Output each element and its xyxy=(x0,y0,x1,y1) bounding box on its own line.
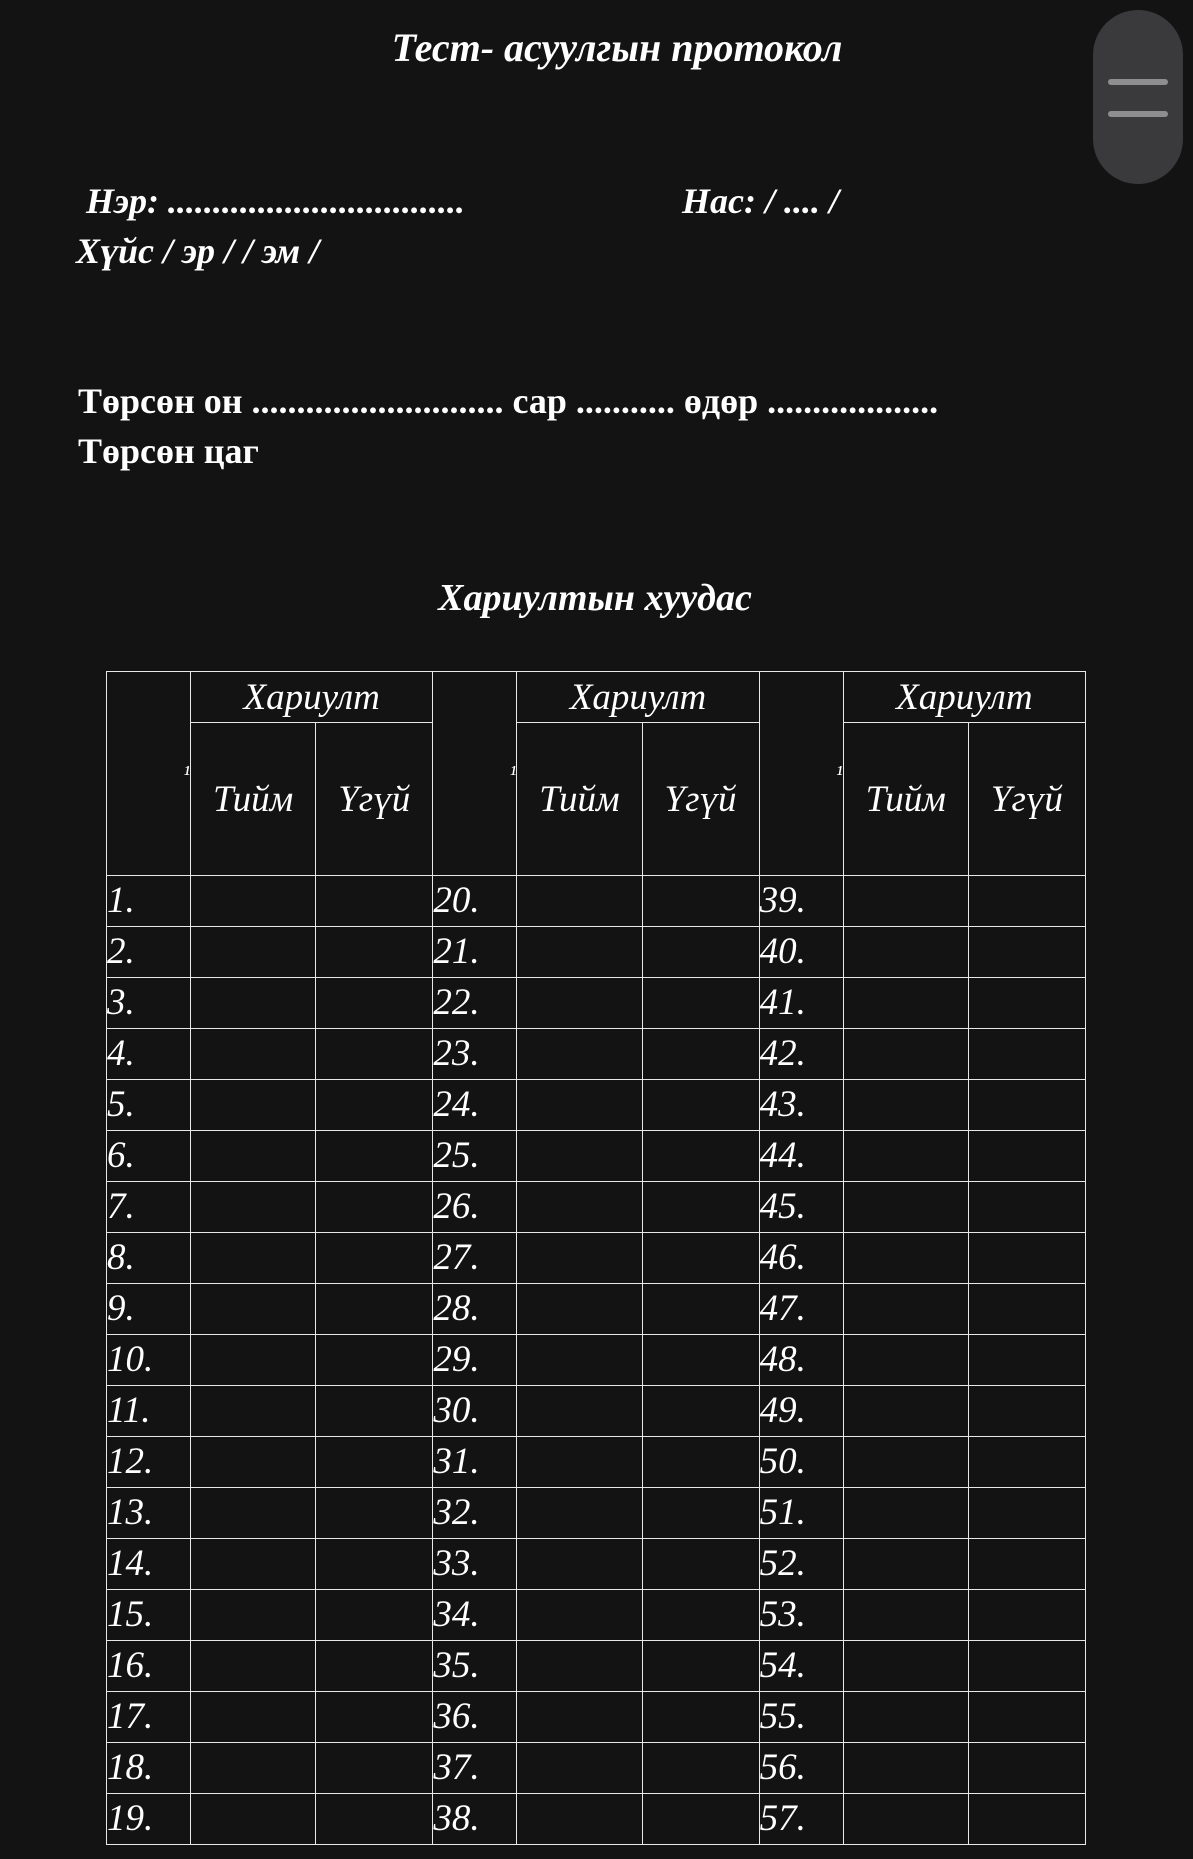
yes-answer-cell[interactable] xyxy=(517,927,642,978)
question-number: 48. xyxy=(759,1335,843,1386)
yes-answer-cell[interactable] xyxy=(517,1335,642,1386)
question-number: 5. xyxy=(107,1080,191,1131)
question-number: 20. xyxy=(433,876,517,927)
no-answer-cell[interactable] xyxy=(642,1080,759,1131)
yes-answer-cell[interactable] xyxy=(517,1743,642,1794)
hamburger-menu-icon xyxy=(1108,111,1168,117)
no-answer-cell[interactable] xyxy=(968,1182,1085,1233)
no-header: Үгүй xyxy=(316,723,433,876)
no-answer-cell[interactable] xyxy=(642,1386,759,1437)
question-number: 52. xyxy=(759,1539,843,1590)
no-answer-cell[interactable] xyxy=(642,1692,759,1743)
yes-answer-cell[interactable] xyxy=(191,1794,316,1845)
question-number: 2. xyxy=(107,927,191,978)
yes-answer-cell[interactable] xyxy=(517,1080,642,1131)
table-row xyxy=(107,1692,1086,1743)
question-number: 24. xyxy=(433,1080,517,1131)
no-answer-cell[interactable] xyxy=(642,1131,759,1182)
no-answer-cell[interactable] xyxy=(968,1029,1085,1080)
table-row xyxy=(107,1488,1086,1539)
question-number: 46. xyxy=(759,1233,843,1284)
table-row xyxy=(107,1335,1086,1386)
question-number: 32. xyxy=(433,1488,517,1539)
question-number: 27. xyxy=(433,1233,517,1284)
no-answer-cell[interactable] xyxy=(968,1284,1085,1335)
yes-answer-cell[interactable] xyxy=(517,1029,642,1080)
question-number: 50. xyxy=(759,1437,843,1488)
no-answer-cell[interactable] xyxy=(968,1080,1085,1131)
yes-answer-cell[interactable] xyxy=(843,1590,968,1641)
no-answer-cell[interactable] xyxy=(642,1590,759,1641)
birth-date-line: Төрсөн он ............................ сар ........... өдөр ................... xyxy=(78,381,939,421)
no-answer-cell[interactable] xyxy=(642,927,759,978)
no-answer-cell[interactable] xyxy=(968,1386,1085,1437)
no-answer-cell[interactable] xyxy=(642,978,759,1029)
table-row xyxy=(107,876,1086,927)
table-row xyxy=(107,1437,1086,1488)
question-number: 15. xyxy=(107,1590,191,1641)
question-number: 9. xyxy=(107,1284,191,1335)
birth-time-line: Төрсөн цаг xyxy=(78,431,259,471)
question-number: 6. xyxy=(107,1131,191,1182)
no-answer-cell[interactable] xyxy=(642,1029,759,1080)
question-number: 35. xyxy=(433,1641,517,1692)
yes-answer-cell[interactable] xyxy=(843,1539,968,1590)
no-answer-cell[interactable] xyxy=(316,978,433,1029)
yes-answer-cell[interactable] xyxy=(517,1284,642,1335)
no-answer-cell[interactable] xyxy=(316,1641,433,1692)
question-number: 1. xyxy=(107,876,191,927)
answer-header: Хариулт xyxy=(843,672,1085,723)
no-answer-cell[interactable] xyxy=(642,1539,759,1590)
yes-answer-cell[interactable] xyxy=(191,978,316,1029)
page-title: Тест- асуулгын протокол xyxy=(391,25,843,70)
table-row xyxy=(107,1131,1086,1182)
yes-answer-cell[interactable] xyxy=(191,1590,316,1641)
yes-answer-cell[interactable] xyxy=(517,1539,642,1590)
yes-answer-cell[interactable] xyxy=(843,927,968,978)
no-answer-cell[interactable] xyxy=(316,1233,433,1284)
table-row xyxy=(107,1080,1086,1131)
table-row xyxy=(107,1284,1086,1335)
yes-answer-cell[interactable] xyxy=(843,1692,968,1743)
no-answer-cell[interactable] xyxy=(968,876,1085,927)
age-field-line: Нас: / .... / xyxy=(682,181,839,221)
no-answer-cell[interactable] xyxy=(642,1743,759,1794)
question-number: 29. xyxy=(433,1335,517,1386)
yes-answer-cell[interactable] xyxy=(517,1641,642,1692)
yes-answer-cell[interactable] xyxy=(843,1233,968,1284)
question-number: 49. xyxy=(759,1386,843,1437)
yes-answer-cell[interactable] xyxy=(191,1488,316,1539)
question-number: 23. xyxy=(433,1029,517,1080)
question-number: 45. xyxy=(759,1182,843,1233)
yes-answer-cell[interactable] xyxy=(191,927,316,978)
yes-answer-cell[interactable] xyxy=(517,1131,642,1182)
no-answer-cell[interactable] xyxy=(642,1437,759,1488)
no-header: Үгүй xyxy=(968,723,1085,876)
table-row xyxy=(107,1539,1086,1590)
question-number: 41. xyxy=(759,978,843,1029)
name-field-line: Нэр: ................................. xyxy=(86,181,465,221)
question-number: 7. xyxy=(107,1182,191,1233)
yes-answer-cell[interactable] xyxy=(191,1437,316,1488)
yes-header: Тийм xyxy=(517,723,642,876)
table-row xyxy=(107,1029,1086,1080)
no-answer-cell[interactable] xyxy=(642,876,759,927)
question-number: 14. xyxy=(107,1539,191,1590)
question-number: 47. xyxy=(759,1284,843,1335)
question-number: 11. xyxy=(107,1386,191,1437)
question-number: 31. xyxy=(433,1437,517,1488)
no-answer-cell[interactable] xyxy=(642,1284,759,1335)
yes-answer-cell[interactable] xyxy=(843,876,968,927)
question-number: 12. xyxy=(107,1437,191,1488)
table-row xyxy=(107,927,1086,978)
question-number: 56. xyxy=(759,1743,843,1794)
yes-answer-cell[interactable] xyxy=(843,1794,968,1845)
table-row xyxy=(107,1233,1086,1284)
yes-answer-cell[interactable] xyxy=(191,1692,316,1743)
question-number: 51. xyxy=(759,1488,843,1539)
table-row xyxy=(107,1386,1086,1437)
no-answer-cell[interactable] xyxy=(642,1641,759,1692)
table-row xyxy=(107,978,1086,1029)
yes-answer-cell[interactable] xyxy=(191,1233,316,1284)
yes-answer-cell[interactable] xyxy=(843,1386,968,1437)
question-number: 34. xyxy=(433,1590,517,1641)
yes-answer-cell[interactable] xyxy=(191,1080,316,1131)
no-answer-cell[interactable] xyxy=(316,1080,433,1131)
answer-table xyxy=(106,671,1086,1845)
table-row xyxy=(107,1743,1086,1794)
yes-answer-cell[interactable] xyxy=(191,1641,316,1692)
question-number: 53. xyxy=(759,1590,843,1641)
question-number: 57. xyxy=(759,1794,843,1845)
question-number: 36. xyxy=(433,1692,517,1743)
yes-answer-cell[interactable] xyxy=(843,1641,968,1692)
yes-answer-cell[interactable] xyxy=(517,876,642,927)
answer-header: Хариулт xyxy=(191,672,433,723)
table-row xyxy=(107,1794,1086,1845)
yes-answer-cell[interactable] xyxy=(843,978,968,1029)
question-number: 25. xyxy=(433,1131,517,1182)
question-number: 21. xyxy=(433,927,517,978)
yes-answer-cell[interactable] xyxy=(517,1488,642,1539)
no-answer-cell[interactable] xyxy=(642,1794,759,1845)
question-number: 22. xyxy=(433,978,517,1029)
yes-answer-cell[interactable] xyxy=(843,1743,968,1794)
yes-answer-cell[interactable] xyxy=(191,1029,316,1080)
no-answer-cell[interactable] xyxy=(316,1284,433,1335)
answer-sheet-title: Хариултын хуудас xyxy=(438,577,752,619)
no-answer-cell[interactable] xyxy=(968,978,1085,1029)
no-answer-cell[interactable] xyxy=(316,1590,433,1641)
question-number: 17. xyxy=(107,1692,191,1743)
yes-answer-cell[interactable] xyxy=(517,1794,642,1845)
yes-answer-cell[interactable] xyxy=(517,1590,642,1641)
question-number: 4. xyxy=(107,1029,191,1080)
no-answer-cell[interactable] xyxy=(968,1488,1085,1539)
no-answer-cell[interactable] xyxy=(316,1692,433,1743)
table-row xyxy=(107,1182,1086,1233)
yes-answer-cell[interactable] xyxy=(517,1692,642,1743)
question-number: 55. xyxy=(759,1692,843,1743)
question-number: 37. xyxy=(433,1743,517,1794)
no-answer-cell[interactable] xyxy=(316,1437,433,1488)
number-header: ¹ xyxy=(107,672,191,876)
no-answer-cell[interactable] xyxy=(316,1539,433,1590)
no-answer-cell[interactable] xyxy=(968,1335,1085,1386)
question-number: 33. xyxy=(433,1539,517,1590)
no-answer-cell[interactable] xyxy=(642,1488,759,1539)
question-number: 18. xyxy=(107,1743,191,1794)
no-answer-cell[interactable] xyxy=(968,927,1085,978)
no-answer-cell[interactable] xyxy=(642,1182,759,1233)
yes-answer-cell[interactable] xyxy=(517,978,642,1029)
yes-answer-cell[interactable] xyxy=(843,1029,968,1080)
yes-answer-cell[interactable] xyxy=(843,1335,968,1386)
yes-answer-cell[interactable] xyxy=(191,876,316,927)
yes-answer-cell[interactable] xyxy=(191,1539,316,1590)
yes-answer-cell[interactable] xyxy=(843,1182,968,1233)
question-number: 19. xyxy=(107,1794,191,1845)
question-number: 38. xyxy=(433,1794,517,1845)
menu-button[interactable] xyxy=(1093,10,1183,184)
yes-answer-cell[interactable] xyxy=(843,1488,968,1539)
question-number: 42. xyxy=(759,1029,843,1080)
question-number: 26. xyxy=(433,1182,517,1233)
yes-answer-cell[interactable] xyxy=(191,1386,316,1437)
question-number: 40. xyxy=(759,927,843,978)
no-answer-cell[interactable] xyxy=(968,1641,1085,1692)
no-answer-cell[interactable] xyxy=(316,1488,433,1539)
yes-answer-cell[interactable] xyxy=(191,1131,316,1182)
no-answer-cell[interactable] xyxy=(968,1590,1085,1641)
yes-answer-cell[interactable] xyxy=(517,1386,642,1437)
question-number: 3. xyxy=(107,978,191,1029)
table-row xyxy=(107,1590,1086,1641)
question-number: 13. xyxy=(107,1488,191,1539)
question-number: 44. xyxy=(759,1131,843,1182)
gender-field-line: Хүйс / эр / / эм / xyxy=(76,231,320,271)
no-answer-cell[interactable] xyxy=(968,1794,1085,1845)
question-number: 54. xyxy=(759,1641,843,1692)
yes-header: Тийм xyxy=(843,723,968,876)
question-number: 43. xyxy=(759,1080,843,1131)
yes-answer-cell[interactable] xyxy=(191,1743,316,1794)
question-number: 28. xyxy=(433,1284,517,1335)
no-answer-cell[interactable] xyxy=(968,1233,1085,1284)
no-answer-cell[interactable] xyxy=(968,1437,1085,1488)
no-answer-cell[interactable] xyxy=(316,1335,433,1386)
no-answer-cell[interactable] xyxy=(316,927,433,978)
no-answer-cell[interactable] xyxy=(968,1743,1085,1794)
no-answer-cell[interactable] xyxy=(642,1233,759,1284)
yes-answer-cell[interactable] xyxy=(517,1437,642,1488)
question-number: 10. xyxy=(107,1335,191,1386)
no-answer-cell[interactable] xyxy=(968,1692,1085,1743)
no-answer-cell[interactable] xyxy=(316,1182,433,1233)
yes-answer-cell[interactable] xyxy=(191,1335,316,1386)
no-answer-cell[interactable] xyxy=(316,1386,433,1437)
no-answer-cell[interactable] xyxy=(968,1131,1085,1182)
yes-answer-cell[interactable] xyxy=(191,1284,316,1335)
question-number: 39. xyxy=(759,876,843,927)
no-answer-cell[interactable] xyxy=(642,1335,759,1386)
no-header: Үгүй xyxy=(642,723,759,876)
yes-answer-cell[interactable] xyxy=(517,1182,642,1233)
table-row xyxy=(107,1641,1086,1692)
yes-answer-cell[interactable] xyxy=(843,1131,968,1182)
no-answer-cell[interactable] xyxy=(316,1794,433,1845)
no-answer-cell[interactable] xyxy=(316,876,433,927)
no-answer-cell[interactable] xyxy=(316,1131,433,1182)
yes-answer-cell[interactable] xyxy=(517,1233,642,1284)
number-header: ¹ xyxy=(759,672,843,876)
hamburger-menu-icon xyxy=(1108,79,1168,85)
no-answer-cell[interactable] xyxy=(968,1539,1085,1590)
yes-answer-cell[interactable] xyxy=(843,1284,968,1335)
number-header: ¹ xyxy=(433,672,517,876)
no-answer-cell[interactable] xyxy=(316,1029,433,1080)
question-number: 8. xyxy=(107,1233,191,1284)
yes-answer-cell[interactable] xyxy=(191,1182,316,1233)
no-answer-cell[interactable] xyxy=(316,1743,433,1794)
question-number: 30. xyxy=(433,1386,517,1437)
yes-header: Тийм xyxy=(191,723,316,876)
answer-header: Хариулт xyxy=(517,672,759,723)
question-number: 16. xyxy=(107,1641,191,1692)
yes-answer-cell[interactable] xyxy=(843,1437,968,1488)
yes-answer-cell[interactable] xyxy=(843,1080,968,1131)
